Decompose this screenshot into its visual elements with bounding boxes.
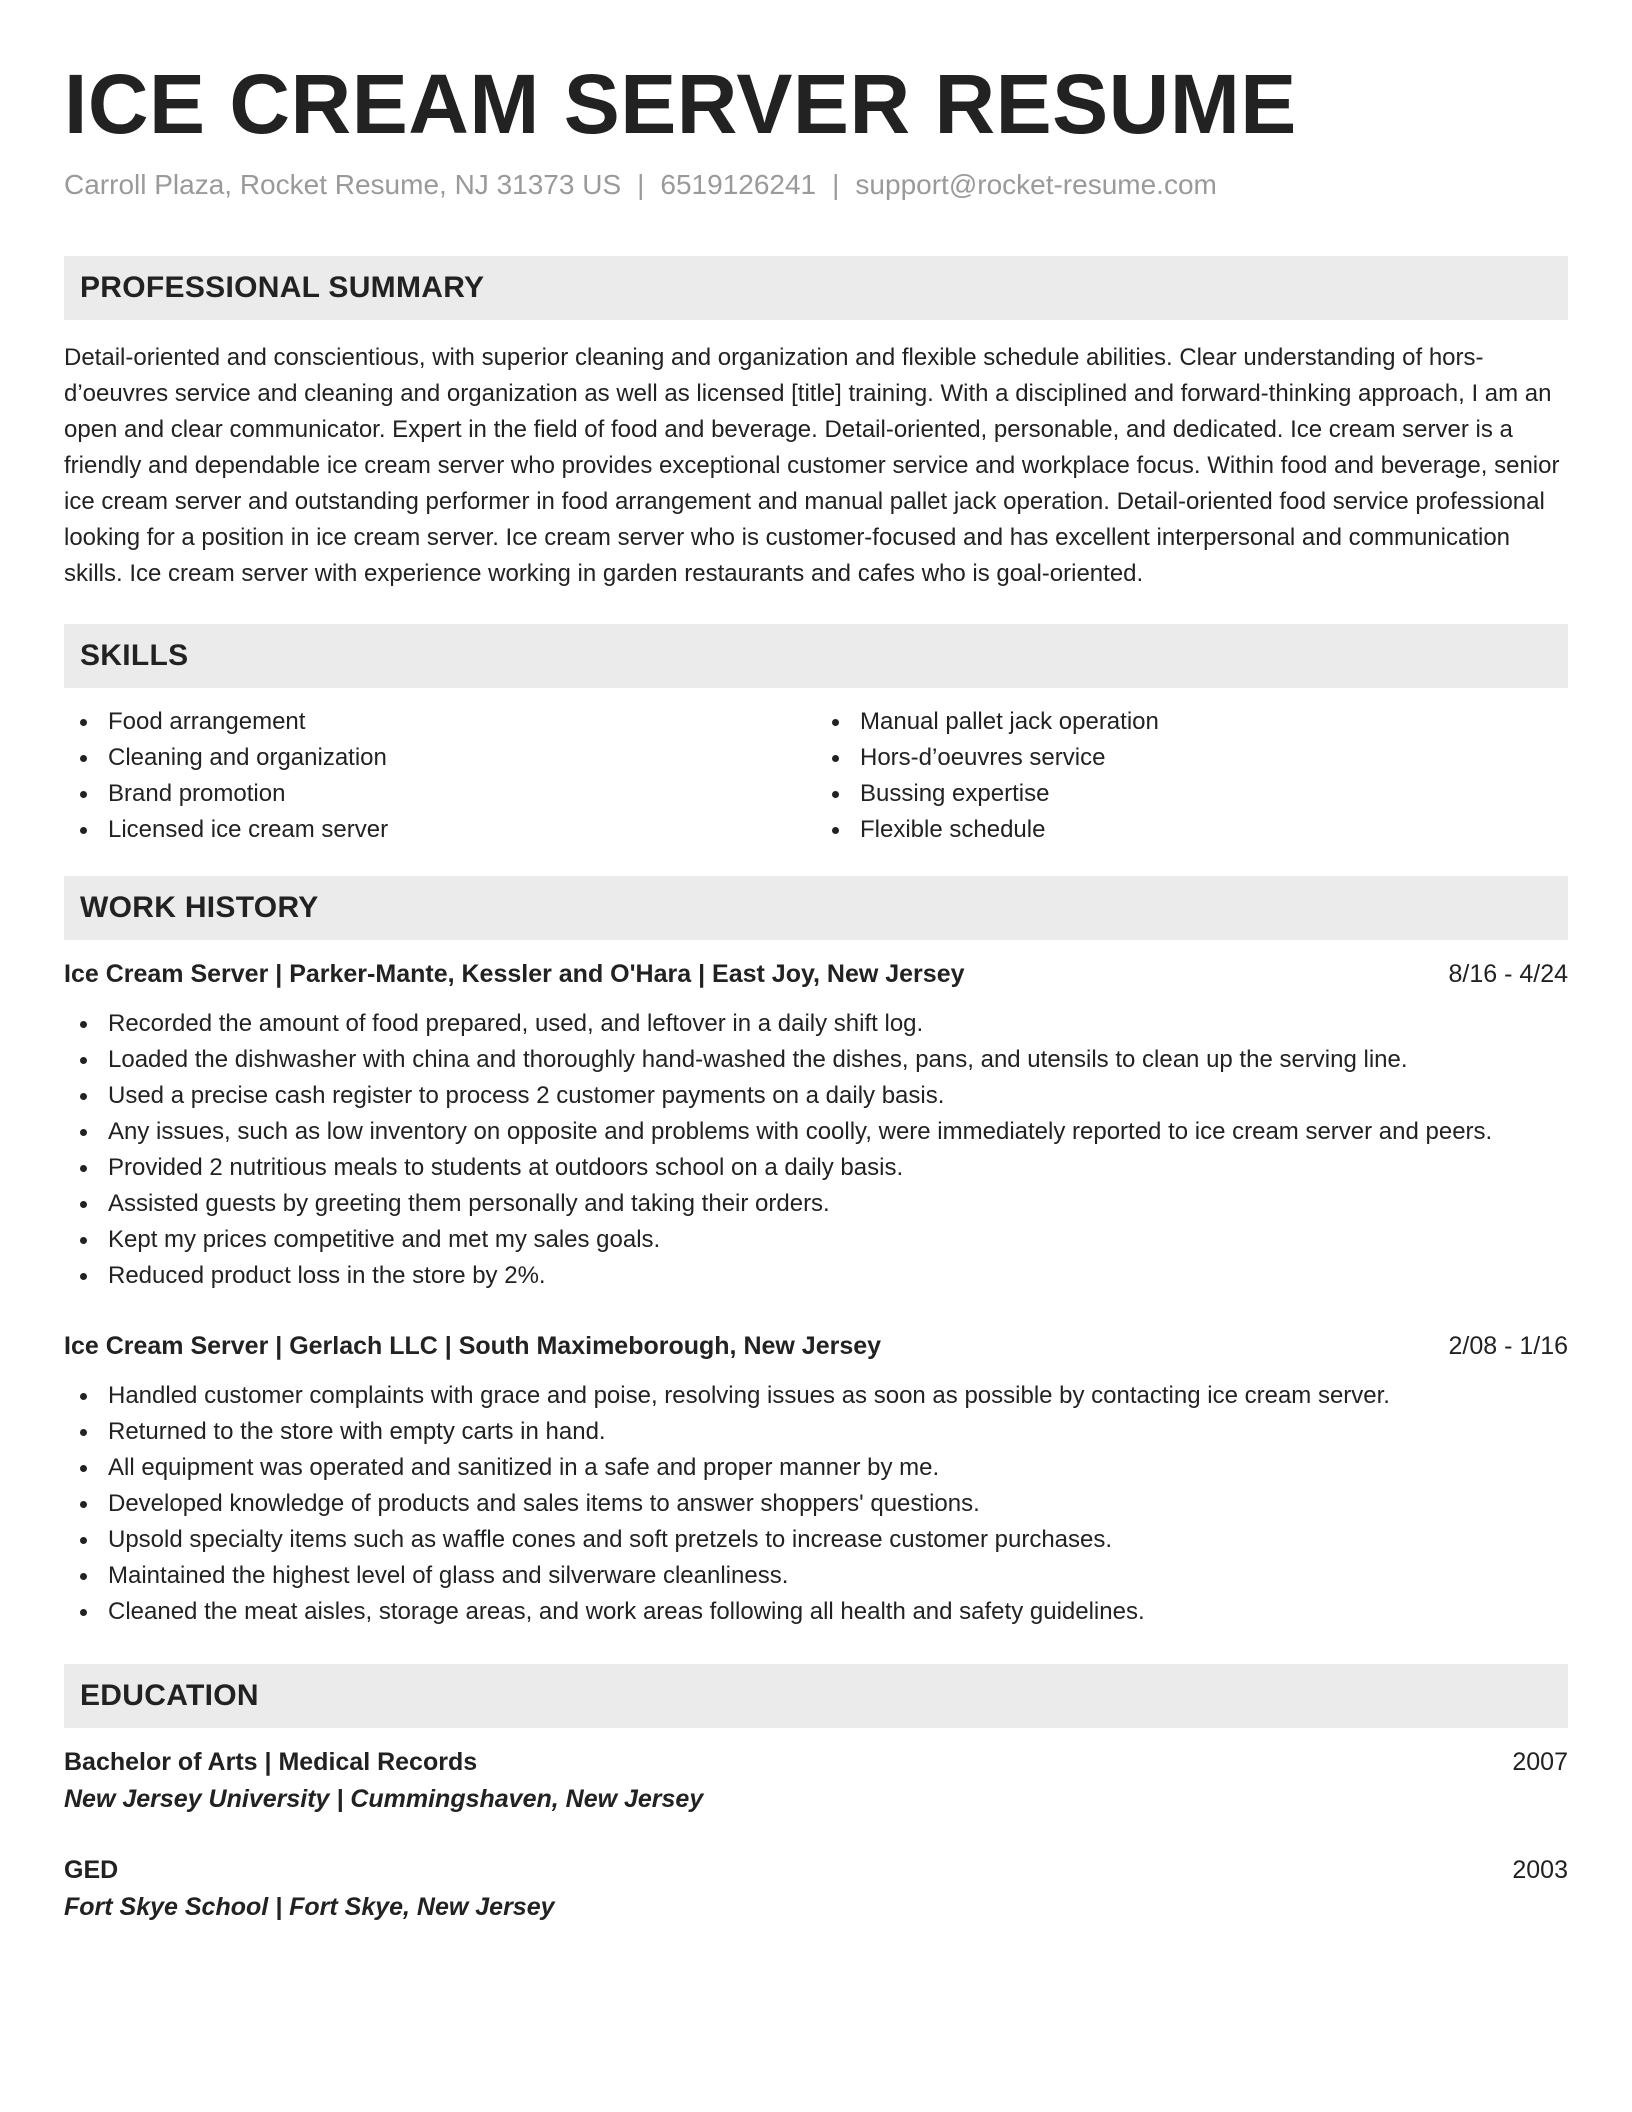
job-duty: Reduced product loss in the store by 2%. bbox=[64, 1258, 1568, 1294]
job-duty: Kept my prices competitive and met my sales goals. bbox=[64, 1222, 1568, 1258]
job-duty: Developed knowledge of products and sales items to answer shoppers' questions. bbox=[64, 1486, 1568, 1522]
job-duty: Handled customer complaints with grace and poise, resolving issues as soon as possible by contacting ice cream server. bbox=[64, 1378, 1568, 1414]
education-header bbox=[64, 1744, 1568, 1780]
job-duty: Used a precise cash register to process 2 customer payments on a daily basis. bbox=[64, 1078, 1568, 1114]
education-year: 2003 bbox=[1512, 1856, 1568, 1884]
education-entry bbox=[64, 1744, 1568, 1818]
skills-list bbox=[64, 704, 1568, 848]
education-school: New Jersey University | Cummingshaven, New Jersey bbox=[64, 1785, 704, 1813]
job-duty: Loaded the dishwasher with china and thoroughly hand-washed the dishes, pans, and utensils to clean up the serving line. bbox=[64, 1042, 1568, 1078]
summary-text: Detail-oriented and conscientious, with superior cleaning and organization and flexible schedule abilities. Clear understanding of hors-d’oeuvres service and cleaning and organization as well as licensed [title] training. With a disciplined and forward-thinking approach, I am an open and clear communicator. Expert in the field of food and beverage. Detail-oriented, personable, and dedicated. Ice cream server is a friendly and dependable ice cream server who provides exceptional customer service and workplace focus. Within food and beverage, senior ice cream server and outstanding performer in food arrangement and manual pallet jack operation. Detail-oriented food service professional looking for a position in ice cream server. Ice cream server who is customer-focused and has excellent interpersonal and communication skills. Ice cream server with experience working in garden restaurants and cafes who is goal-oriented. bbox=[64, 344, 1560, 587]
education-degree: Bachelor of Arts | Medical Records bbox=[64, 1748, 478, 1776]
contact-phone: 6519126241 bbox=[660, 169, 817, 200]
job-duties bbox=[64, 1378, 1568, 1630]
skills-column-right bbox=[816, 704, 1568, 848]
education-header bbox=[64, 1852, 1568, 1888]
job-title: Ice Cream Server | Gerlach LLC | South Maximeborough, New Jersey bbox=[64, 1332, 882, 1360]
job-duty: Upsold specialty items such as waffle cones and soft pretzels to increase customer purchases. bbox=[64, 1522, 1568, 1558]
education-school: Fort Skye School | Fort Skye, New Jersey bbox=[64, 1893, 555, 1921]
job-duty: Recorded the amount of food prepared, used, and leftover in a daily shift log. bbox=[64, 1006, 1568, 1042]
job-duty: Cleaned the meat aisles, storage areas, and work areas following all health and safety guidelines. bbox=[64, 1594, 1568, 1630]
summary-heading: PROFESSIONAL SUMMARY bbox=[64, 256, 1568, 320]
contact-email: support@rocket-resume.com bbox=[855, 169, 1217, 200]
education-degree: GED bbox=[64, 1856, 119, 1884]
job-entry bbox=[64, 956, 1568, 1294]
skill-item: Flexible schedule bbox=[816, 812, 1568, 848]
job-duties bbox=[64, 1006, 1568, 1294]
job-entry bbox=[64, 1328, 1568, 1630]
job-header bbox=[64, 956, 1568, 992]
job-title: Ice Cream Server | Parker-Mante, Kessler and O'Hara | East Joy, New Jersey bbox=[64, 960, 965, 988]
contact-separator: | bbox=[637, 169, 645, 200]
job-dates: 8/16 - 4/24 bbox=[1448, 960, 1568, 988]
job-duty: Any issues, such as low inventory on opposite and problems with coolly, were immediately reported to ice cream server and peers. bbox=[64, 1114, 1568, 1150]
job-duty: All equipment was operated and sanitized in a safe and proper manner by me. bbox=[64, 1450, 1568, 1486]
job-dates: 2/08 - 1/16 bbox=[1448, 1332, 1568, 1360]
skills-column-left bbox=[64, 704, 816, 848]
job-duty: Returned to the store with empty carts in hand. bbox=[64, 1414, 1568, 1450]
education-entry bbox=[64, 1852, 1568, 1926]
skill-item: Food arrangement bbox=[64, 704, 816, 740]
skills-heading: SKILLS bbox=[64, 624, 1568, 688]
contact-separator: | bbox=[832, 169, 840, 200]
contact-address: Carroll Plaza, Rocket Resume, NJ 31373 US bbox=[64, 169, 622, 200]
resume-title: ICE CREAM SERVER RESUME bbox=[64, 57, 1297, 151]
work-history-heading: WORK HISTORY bbox=[64, 876, 1568, 940]
skill-item: Cleaning and organization bbox=[64, 740, 816, 776]
contact-line bbox=[64, 166, 1568, 204]
job-duty: Maintained the highest level of glass and silverware cleanliness. bbox=[64, 1558, 1568, 1594]
skill-item: Manual pallet jack operation bbox=[816, 704, 1568, 740]
job-header bbox=[64, 1328, 1568, 1364]
education-heading: EDUCATION bbox=[64, 1664, 1568, 1728]
skill-item: Licensed ice cream server bbox=[64, 812, 816, 848]
education-year: 2007 bbox=[1512, 1748, 1568, 1776]
skill-item: Bussing expertise bbox=[816, 776, 1568, 812]
job-duty: Assisted guests by greeting them personally and taking their orders. bbox=[64, 1186, 1568, 1222]
job-duty: Provided 2 nutritious meals to students at outdoors school on a daily basis. bbox=[64, 1150, 1568, 1186]
skill-item: Brand promotion bbox=[64, 776, 816, 812]
skill-item: Hors-d’oeuvres service bbox=[816, 740, 1568, 776]
